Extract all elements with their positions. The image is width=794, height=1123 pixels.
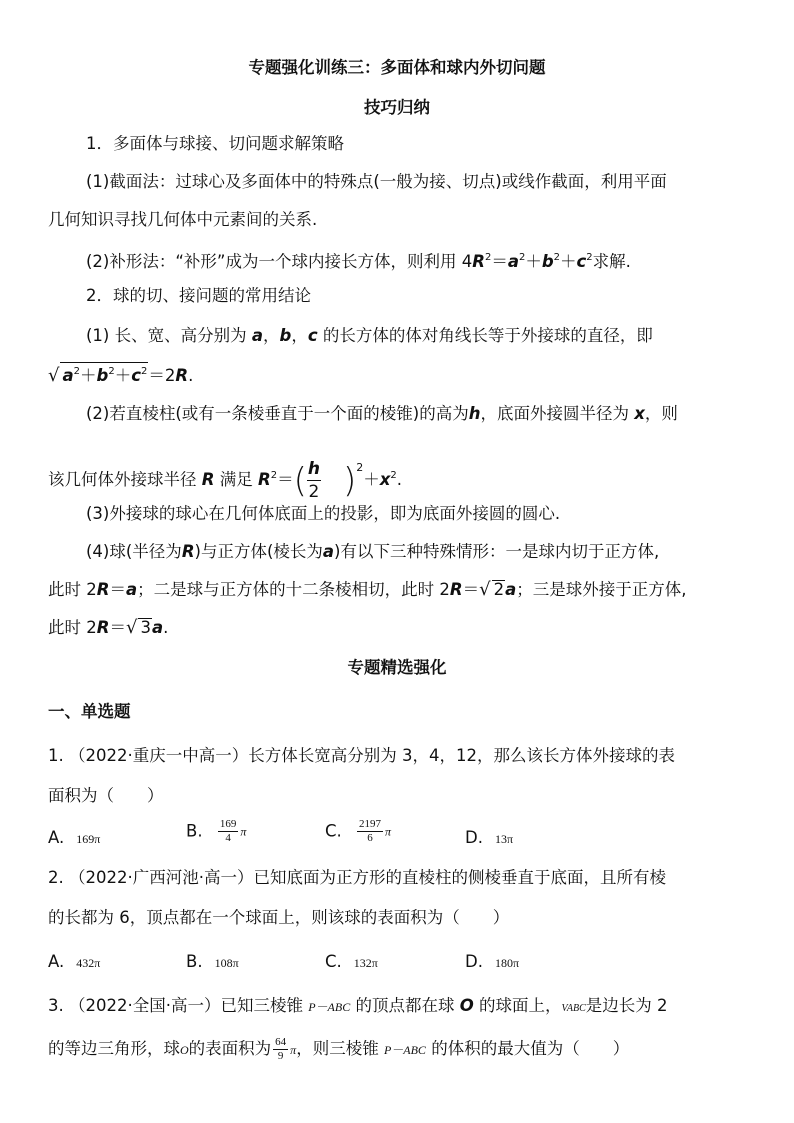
formula-diagonal: √ $a^2+b^2+c^2=2R$. [48,362,193,388]
section-heading-exercises: 专题精选强化 [347,658,447,677]
strategy-heading: 1．多面体与球接、切问题求解策略 [86,134,344,153]
question-1-option-d[interactable]: D. 13π [465,828,514,847]
question-1-option-c[interactable]: C. $\frac{2197}{6}$ π [325,818,392,844]
part-heading-single-choice: 一、单选题 [48,702,131,721]
paragraph-projection: (3)外接球的球心在几何体底面上的投影，即为底面外接圆的圆心. [86,504,561,523]
paragraph-cube-cases-cont: 此时 2R＝a；二是球与正方体的十二条棱相切，此时 2R＝√ 2a；三是球外接于正方体, [48,579,687,600]
question-2-stem-cont: 的长都为 6，顶点都在一个球面上，则该球的表面积为（ ） [48,908,510,927]
question-3-stem: 3. （2022·全国·高一）已知三棱锥 P－ABC 的顶点都在球 O 的球面上，VABC是边长为 2 [48,996,668,1015]
question-1-option-b[interactable]: B. $\frac{169}{4}$ π [186,818,247,844]
question-2-stem: 2. （2022·广西河池·高一）已知底面为正方形的直棱柱的侧棱垂直于底面，且所有棱 [48,868,666,887]
paragraph-completion-method: (2)补形法：“补形”成为一个球内接长方体，则利用 $4R^2=a^2+b^2+c^2$求解. [86,252,631,271]
question-1-option-a[interactable]: A. 169π [48,828,101,847]
paragraph-prism: (2)若直棱柱(或有一条棱垂直于一个面的棱锥)的高为h，底面外接圆半径为 x，则 [86,404,678,423]
question-2-option-d[interactable]: D. 180π [465,952,520,971]
paragraph-section-method: (1)截面法：过球心及多面体中的特殊点(一般为接、切点)或线作截面，利用平面 [86,172,667,191]
question-2-option-c[interactable]: C. 132π [325,952,378,971]
question-3-stem-cont: 的等边三角形，球O的表面积为 $\frac{64}{9}$ π，则三棱锥 P－ABC 的体积的最大值为（ ） [48,1036,630,1062]
paragraph-cube-cases-end: 此时 2R＝√ 3a. [48,617,169,638]
paragraph-cuboid-diagonal: (1) 长、宽、高分别为 a，b，c 的长方体的体对角线长等于外接球的直径，即 [86,326,653,345]
question-2-option-a[interactable]: A. 432π [48,952,101,971]
formula-prism-radius: 该几何体外接球半径 R 满足 $R^2=$( $\frac{h}{2}$ )$^2+x^2$. [48,459,402,502]
conclusions-heading: 2．球的切、接问题的常用结论 [86,286,311,305]
page-title: 专题强化训练三：多面体和球内外切问题 [248,58,546,77]
question-1-stem-cont: 面积为（ ） [48,786,164,805]
radical-icon: √ [48,365,60,386]
section-heading-techniques: 技巧归纳 [364,98,430,117]
paragraph-cube-cases: (4)球(半径为R)与正方体(棱长为a)有以下三种特殊情形：一是球内切于正方体, [86,542,660,561]
question-1-stem: 1. （2022·重庆一中高一）长方体长宽高分别为 3，4，12，那么该长方体外接球的表 [48,746,675,765]
paragraph-section-method-cont: 几何知识寻找几何体中元素间的关系. [48,210,318,229]
question-2-option-b[interactable]: B. 108π [186,952,239,971]
